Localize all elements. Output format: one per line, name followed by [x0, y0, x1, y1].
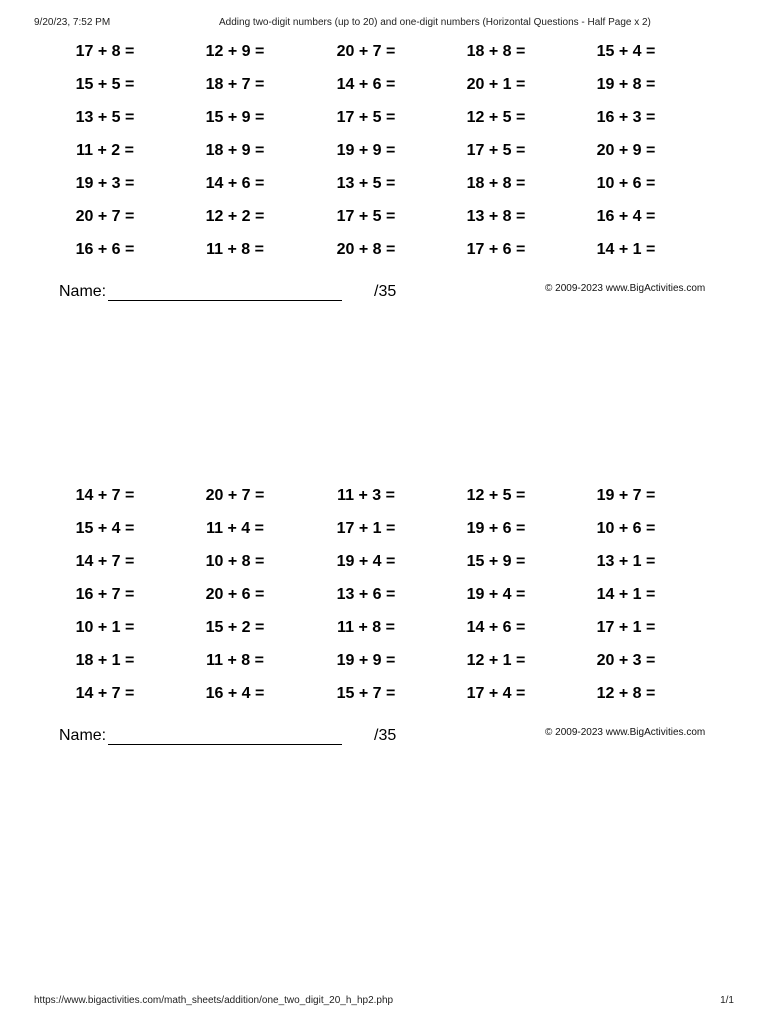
question: 16 + 3 = [596, 109, 656, 126]
page-number: 1/1 [720, 995, 734, 1006]
question: 17 + 1 = [336, 520, 396, 537]
question: 19 + 8 = [596, 76, 656, 93]
question: 20 + 7 = [75, 208, 135, 225]
question: 17 + 5 = [336, 109, 396, 126]
question: 20 + 7 = [336, 43, 396, 60]
question: 14 + 6 = [205, 175, 265, 192]
question: 19 + 3 = [75, 175, 135, 192]
question-row [0, 619, 768, 639]
question-row [0, 553, 768, 573]
question: 12 + 5 = [466, 487, 526, 504]
question: 17 + 5 = [466, 142, 526, 159]
question: 11 + 8 = [206, 652, 264, 669]
question-row [0, 685, 768, 705]
question: 10 + 6 = [596, 520, 656, 537]
question: 19 + 7 = [596, 487, 656, 504]
question: 19 + 4 = [466, 586, 526, 603]
question: 19 + 6 = [466, 520, 526, 537]
question: 20 + 9 = [596, 142, 656, 159]
question: 11 + 8 = [206, 241, 264, 258]
score-total: /35 [374, 727, 397, 744]
question: 16 + 7 = [75, 586, 135, 603]
question: 10 + 8 = [205, 553, 265, 570]
question: 12 + 5 = [466, 109, 526, 126]
question: 16 + 4 = [205, 685, 265, 702]
name-line [108, 744, 342, 745]
question: 11 + 2 = [76, 142, 134, 159]
question: 20 + 7 = [205, 487, 265, 504]
question: 12 + 2 = [205, 208, 265, 225]
question-row [0, 43, 768, 63]
question: 20 + 8 = [336, 241, 396, 258]
question: 18 + 7 = [205, 76, 265, 93]
question: 20 + 6 = [205, 586, 265, 603]
question: 16 + 4 = [596, 208, 656, 225]
print-datetime: 9/20/23, 7:52 PM [34, 17, 111, 28]
question: 13 + 5 = [75, 109, 135, 126]
question: 14 + 1 = [596, 586, 656, 603]
print-url: https://www.bigactivities.com/math_sheets/addition/one_two_digit_20_h_hp2.php [34, 995, 394, 1006]
copyright-text: © 2009-2023 www.BigActivities.com [545, 283, 706, 294]
question: 19 + 4 = [336, 553, 396, 570]
question-row [0, 142, 768, 162]
question: 20 + 3 = [596, 652, 656, 669]
question: 15 + 9 = [205, 109, 265, 126]
question: 13 + 5 = [336, 175, 396, 192]
question: 13 + 1 = [596, 553, 656, 570]
question-row [0, 76, 768, 96]
print-title: Adding two-digit numbers (up to 20) and one-digit numbers (Horizontal Questions - Half Page x 2) [219, 17, 651, 28]
question: 12 + 9 = [205, 43, 265, 60]
question: 19 + 9 = [336, 652, 396, 669]
question: 15 + 4 = [75, 520, 135, 537]
question: 19 + 9 = [336, 142, 396, 159]
question: 18 + 8 = [466, 175, 526, 192]
question: 15 + 9 = [466, 553, 526, 570]
question: 14 + 7 = [75, 487, 135, 504]
copyright-text: © 2009-2023 www.BigActivities.com [545, 727, 706, 738]
question: 10 + 1 = [75, 619, 135, 636]
question: 17 + 1 = [596, 619, 656, 636]
question: 12 + 1 = [466, 652, 526, 669]
name-line [108, 300, 342, 301]
question: 18 + 8 = [466, 43, 526, 60]
question: 18 + 1 = [75, 652, 135, 669]
question: 11 + 3 = [337, 487, 395, 504]
question: 16 + 6 = [75, 241, 135, 258]
question-row [0, 487, 768, 507]
question: 14 + 6 = [336, 76, 396, 93]
question-row [0, 175, 768, 195]
question: 15 + 5 = [75, 76, 135, 93]
question: 15 + 4 = [596, 43, 656, 60]
question: 11 + 8 = [337, 619, 395, 636]
question-row [0, 586, 768, 606]
question: 15 + 7 = [336, 685, 396, 702]
name-label: Name: [59, 727, 107, 744]
question-row [0, 241, 768, 261]
question: 17 + 8 = [75, 43, 135, 60]
question: 14 + 6 = [466, 619, 526, 636]
question: 10 + 6 = [596, 175, 656, 192]
question: 17 + 4 = [466, 685, 526, 702]
question: 17 + 5 = [336, 208, 396, 225]
question: 13 + 6 = [336, 586, 396, 603]
question: 11 + 4 = [206, 520, 264, 537]
question: 18 + 9 = [205, 142, 265, 159]
question: 14 + 7 = [75, 685, 135, 702]
question: 20 + 1 = [466, 76, 526, 93]
name-label: Name: [59, 283, 107, 300]
question-row [0, 652, 768, 672]
score-total: /35 [374, 283, 397, 300]
question: 14 + 1 = [596, 241, 656, 258]
question: 12 + 8 = [596, 685, 656, 702]
question-row [0, 208, 768, 228]
question: 14 + 7 = [75, 553, 135, 570]
question: 13 + 8 = [466, 208, 526, 225]
question-row [0, 520, 768, 540]
question: 17 + 6 = [466, 241, 526, 258]
question: 15 + 2 = [205, 619, 265, 636]
question-row [0, 109, 768, 129]
